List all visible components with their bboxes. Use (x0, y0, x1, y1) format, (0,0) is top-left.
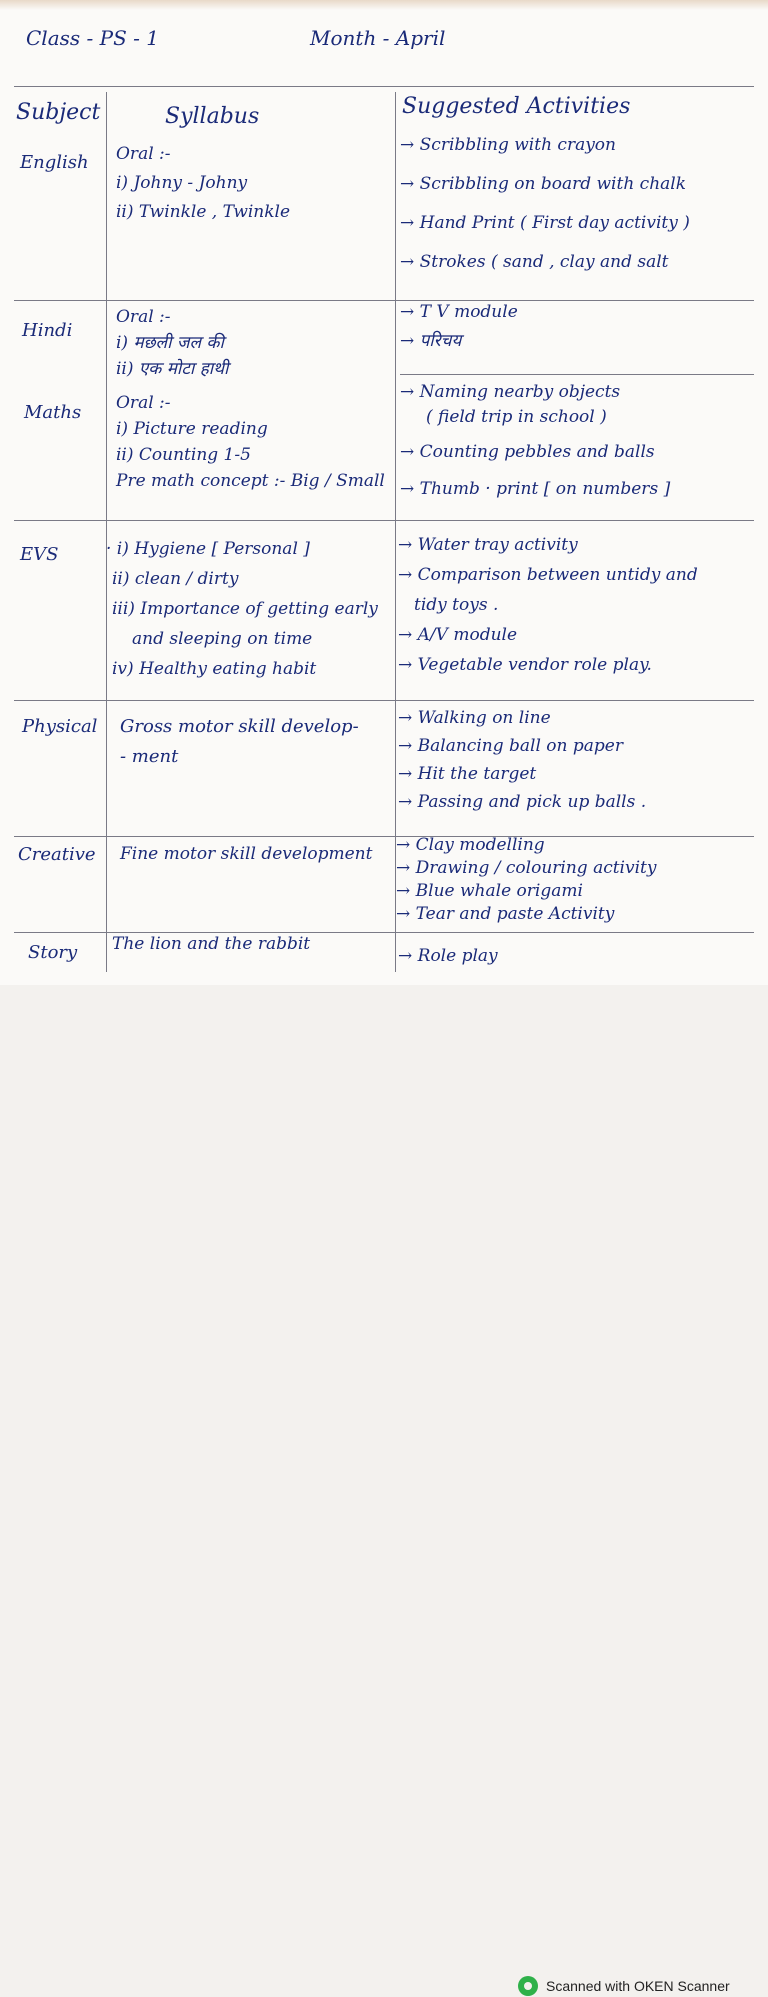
syllabus-english: Oral :- i) Johny - Johny ii) Twinkle , Twinkle (116, 144, 291, 222)
subject-physical: Physical (22, 716, 98, 737)
row-rule-3 (14, 520, 754, 521)
subject-hindi: Hindi (22, 320, 73, 341)
class-label: Class - PS - 1 (26, 26, 159, 50)
syllabus-hindi: Oral :- i) मछली जल की ii) एक मोटा हाथी (116, 307, 229, 379)
scanner-footer (0, 985, 768, 1994)
activities-maths: → Naming nearby objects ( field trip in school ) → Counting pebbles and balls → Thumb · print [ on numbers ] (400, 382, 671, 499)
subject-story: Story (28, 942, 78, 963)
subject-english: English (20, 152, 89, 173)
row-rule-2 (400, 374, 754, 375)
syllabus-maths: Oral :- i) Picture reading ii) Counting 1-5 Pre math concept :- Big / Small (116, 393, 385, 491)
subject-maths: Maths (24, 402, 82, 423)
syllabus-physical: Gross motor skill develop- - ment (120, 716, 359, 767)
column-divider-1 (106, 92, 107, 972)
syllabus-story: The lion and the rabbit (112, 934, 311, 954)
scanner-logo-icon (518, 1976, 538, 1996)
row-rule-4 (14, 700, 754, 701)
syllabus-creative: Fine motor skill development (120, 844, 373, 864)
table-top-rule (14, 86, 754, 87)
scanner-watermark (518, 1975, 730, 1997)
notebook-page (0, 0, 768, 985)
activities-story: → Role play (398, 946, 498, 966)
activities-creative: → Clay modelling → Drawing / colouring activity → Blue whale origami → Tear and paste Activity (396, 835, 657, 924)
syllabus-evs: · i) Hygiene [ Personal ] ii) clean / dirty iii) Importance of getting early and sleeping on time iv) Healthy eating habit (106, 539, 378, 679)
month-label: Month - April (310, 26, 446, 50)
subject-creative: Creative (18, 844, 96, 865)
page-edge (0, 0, 768, 10)
activities-english: → Scribbling with crayon → Scribbling on board with chalk → Hand Print ( First day activity ) → Strokes ( sand , clay and salt (400, 135, 690, 272)
activities-physical: → Walking on line → Balancing ball on paper → Hit the target → Passing and pick up balls . (398, 708, 647, 812)
column-header-subject: Subject (16, 100, 101, 125)
subject-evs: EVS (20, 544, 59, 565)
activities-evs: → Water tray activity → Comparison between untidy and tidy toys . → A/V module → Vegetable vendor role play. (398, 535, 698, 675)
activities-hindi: → T V module → परिचय (400, 302, 518, 351)
column-header-activities: Suggested Activities (402, 94, 631, 119)
column-header-syllabus: Syllabus (165, 104, 260, 129)
scanner-text: Scanned with OKEN Scanner (546, 1978, 730, 1994)
row-rule-1 (14, 300, 754, 301)
